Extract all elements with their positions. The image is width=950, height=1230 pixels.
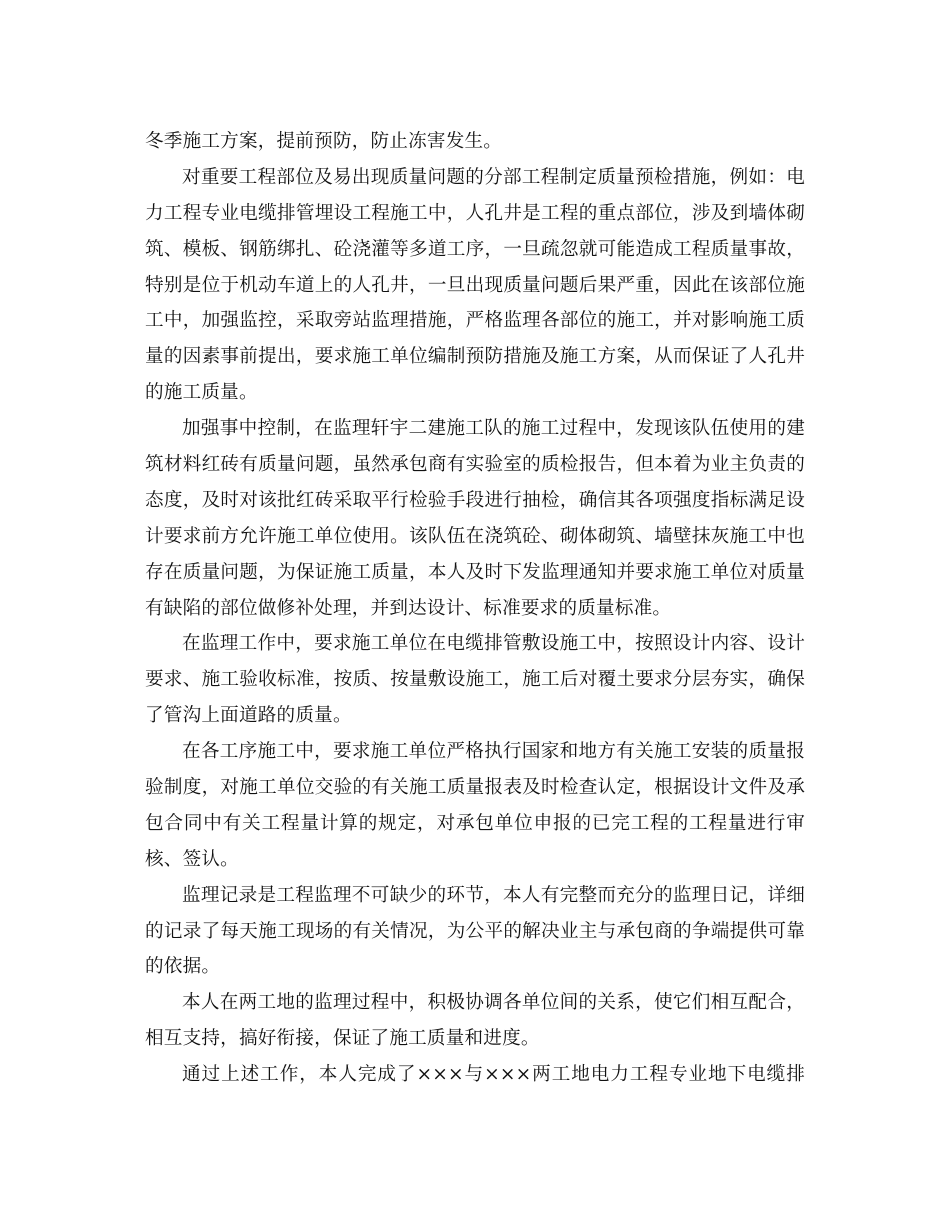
paragraph <box>145 1057 805 1093</box>
text-line: 包合同中有关工程量计算的规定，对承包单位申报的已完工程的工程量进行审 <box>145 812 805 834</box>
paragraph <box>145 160 805 411</box>
text-line: 在各工序施工中，要求施工单位严格执行国家和地方有关施工安装的质量报 <box>182 741 805 763</box>
text-line: 验制度，对施工单位交验的有关施工质量报表及时检查认定，根据设计文件及承 <box>145 777 805 799</box>
text-line: 筑材料红砖有质量问题，虽然承包商有实验室的质检报告，但本着为业主负责的 <box>145 454 805 476</box>
text-line: 态度，及时对该批红砖采取平行检验手段进行抽检，确信其各项强度指标满足设 <box>145 489 805 511</box>
text-line: 存在质量问题，为保证施工质量，本人及时下发监理通知并要求施工单位对质量 <box>145 561 805 583</box>
text-line: 本人在两工地的监理过程中，积极协调各单位间的关系，使它们相互配合， <box>182 992 805 1014</box>
text-line: 冬季施工方案，提前预防，防止冻害发生。 <box>145 131 503 152</box>
text-line: 的依据。 <box>145 956 221 978</box>
paragraph <box>145 878 805 986</box>
text-line: 要求、施工验收标准，按质、按量敷设施工，施工后对覆土要求分层夯实，确保 <box>145 669 805 691</box>
text-line: 相互支持，搞好衔接，保证了施工质量和进度。 <box>145 1028 540 1050</box>
text-line: 量的因素事前提出，要求施工单位编制预防措施及施工方案，从而保证了人孔井 <box>145 346 805 368</box>
text-line: 特别是位于机动车道上的人孔井，一旦出现质量问题后果严重，因此在该部位施 <box>145 274 805 296</box>
paragraph <box>145 985 805 1057</box>
text-line: 对重要工程部位及易出现质量问题的分部工程制定质量预检措施，例如：电 <box>182 166 805 188</box>
text-line: 加强事中控制，在监理轩宇二建施工队的施工过程中，发现该队伍使用的建 <box>182 418 805 440</box>
text-line: 监理记录是工程监理不可缺少的环节，本人有完整而充分的监理日记，详细 <box>182 884 805 906</box>
text-line: 了管沟上面道路的质量。 <box>145 705 352 727</box>
text-line: 通过上述工作，本人完成了×××与×××两工地电力工程专业地下电缆排 <box>182 1064 805 1086</box>
paragraph <box>145 734 805 878</box>
paragraph <box>145 124 805 160</box>
text-line: 计要求前方允许施工单位使用。该队伍在浇筑砼、砌体砌筑、墙壁抹灰施工中也 <box>145 525 805 547</box>
text-line: 的记录了每天施工现场的有关情况，为公平的解决业主与承包商的争端提供可靠 <box>145 920 805 942</box>
text-line: 有缺陷的部位做修补处理，并到达设计、标准要求的质量标准。 <box>145 597 672 619</box>
paragraph <box>145 411 805 626</box>
document-body <box>145 124 805 1093</box>
text-line: 工中，加强监控，采取旁站监理措施，严格监理各部位的施工，并对影响施工质 <box>145 310 805 332</box>
text-line: 在监理工作中，要求施工单位在电缆排管敷设施工中，按照设计内容、设计 <box>182 633 805 655</box>
text-line: 筑、模板、钢筋绑扎、砼浇灌等多道工序，一旦疏忽就可能造成工程质量事故， <box>145 238 805 260</box>
text-line: 的施工质量。 <box>145 382 258 404</box>
paragraph <box>145 626 805 734</box>
text-line: 核、签认。 <box>145 848 239 870</box>
text-line: 力工程专业电缆排管埋设工程施工中，人孔井是工程的重点部位，涉及到墙体砌 <box>145 202 805 224</box>
